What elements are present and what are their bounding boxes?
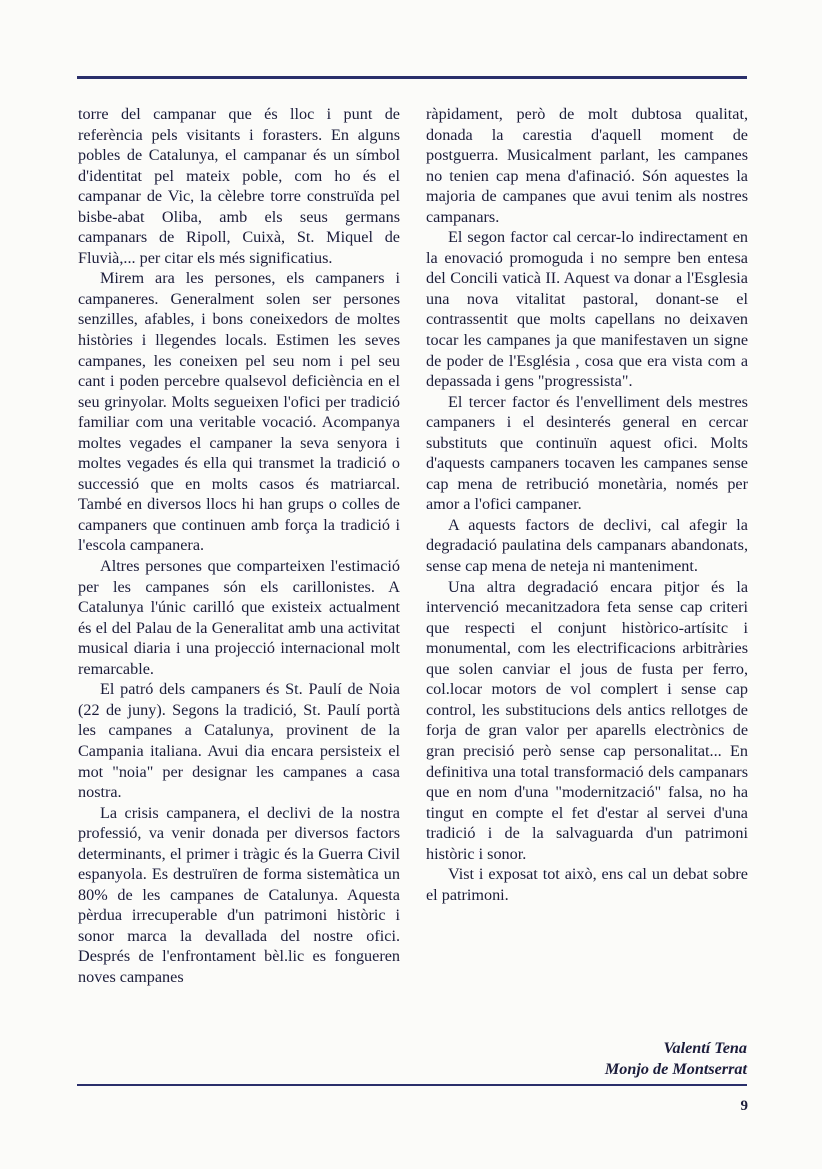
paragraph: torre del campanar que és lloc i punt de referència pels visitants i forasters. En alguns pobles de Catalunya, el campanar és un símbol d'identitat pel mateix poble, com ho és el campanar de Vic, la cèlebre torre construïda pel bisbe-abat Oliba, amb els seus germans campanars de Ripoll, Cuixà, St. Miquel de Fluvià,... per citar els més significatius. [78,105,400,267]
paragraph: Mirem ara les persones, els campaners i campaneres. Generalment solen ser persones senzilles, afables, i bons coneixedors de moltes històries i llegendes locals. Estimen les seves campanes, les coneixen pel seu nom i pel seu cant i poden percebre qualsevol deficiència en el seu grinyolar. Molts segueixen l'ofici per tradició familiar com una veritable vocació. Acompanya moltes vegades el campaner la seva senyora i moltes vegades és ella qui transmet la tradició o successió que en molts casos és matriarcal. També en diversos llocs hi han grups o colles de campaners que continuen amb força la tradició i l'escola campanera. [78,269,400,555]
left-column [78,104,400,988]
paragraph: A aquests factors de declivi, cal afegir la degradació paulatina dels campanars abandonats, sense cap mena de neteja ni manteniment. [426,515,748,576]
page-number: 9 [740,1098,748,1114]
author-title: Monjo de Montserrat [604,1060,747,1078]
paragraph: El segon factor cal cercar-lo indirectament en la enovació promoguda i no sempre ben entesa del Concili vaticà II. Aquest va donar a l'Esglesia una nova vitalitat pastoral, donant-se el contrassentit que molts capellans no deixaven tocar les campanes ja que manifestaven un signe de poder de l'Església , cosa que era vista com a depassada i gens "progressista". [426,228,748,391]
author-name: Valentí Tena [663,1039,747,1057]
author-signature [470,1038,747,1080]
bottom-rule [77,1084,747,1086]
paragraph: El tercer factor és l'envelliment dels mestres campaners i el desinterés general en cercar substituts que continuïn aquest ofici. Molts d'aquests campaners tocaven les campanes sense cap mena de retribució monetària, només per amor a l'ofici campaner. [426,392,748,514]
paragraph: Vist i exposat tot això, ens cal un debat sobre el patrimoni. [426,865,748,904]
paragraph: Una altra degradació encara pitjor és la intervenció mecanitzadora feta sense cap criteri que respecti el conjunt històrico-artísitc i monumental, com les electrificacions arbitràries que solen canviar el jous de fusta per ferro, col.locar motors de vol complert i sense cap control, les substitucions dels antics rellotges de forja de gran valor per aparells electrònics de gran precisió però sense cap personalitat... En definitiva una total transformació dels campanars que en nom d'una "modernització" falsa, no ha tingut en compte el fet d'estar al servei d'una tradició i de la salvaguarda d'un patrimoni històric i sonor. [426,577,748,863]
paragraph: La crisis campanera, el declivi de la nostra professió, va venir donada per diversos factors determinants, el primer i tràgic és la Guerra Civil espanyola. Es destruïren de forma sistemàtica un 80% de les campanes de Catalunya. Aquesta pèrdua irrecuperable d'un patrimoni històric i sonor marca la devallada del nostre ofici. Després de l'enfrontament bèl.lic es fongueren noves campanes [78,803,400,986]
paragraph: El patró dels campaners és St. Paulí de Noia (22 de juny). Segons la tradició, St. Paulí portà les campanes a Catalunya, provinent de la Campania italiana. Avui dia encara persisteix el mot "noia" per designar les campanes a casa nostra. [78,680,400,802]
paragraph: Altres persones que comparteixen l'estimació per les campanes són els carillonistes. A Catalunya l'únic carilló que existeix actualment és el del Palau de la Generalitat amb una activitat musical diaria i una projecció internacional molt remarcable. [78,557,400,678]
right-column [426,104,748,905]
paragraph: ràpidament, però de molt dubtosa qualitat, donada la carestia d'aquell moment de postguerra. Musicalment parlant, les campanes no tenien cap mena d'afinació. Són aquestes la majoria de campanes que avui tenim als nostres campanars. [426,105,748,226]
top-rule [77,76,747,79]
